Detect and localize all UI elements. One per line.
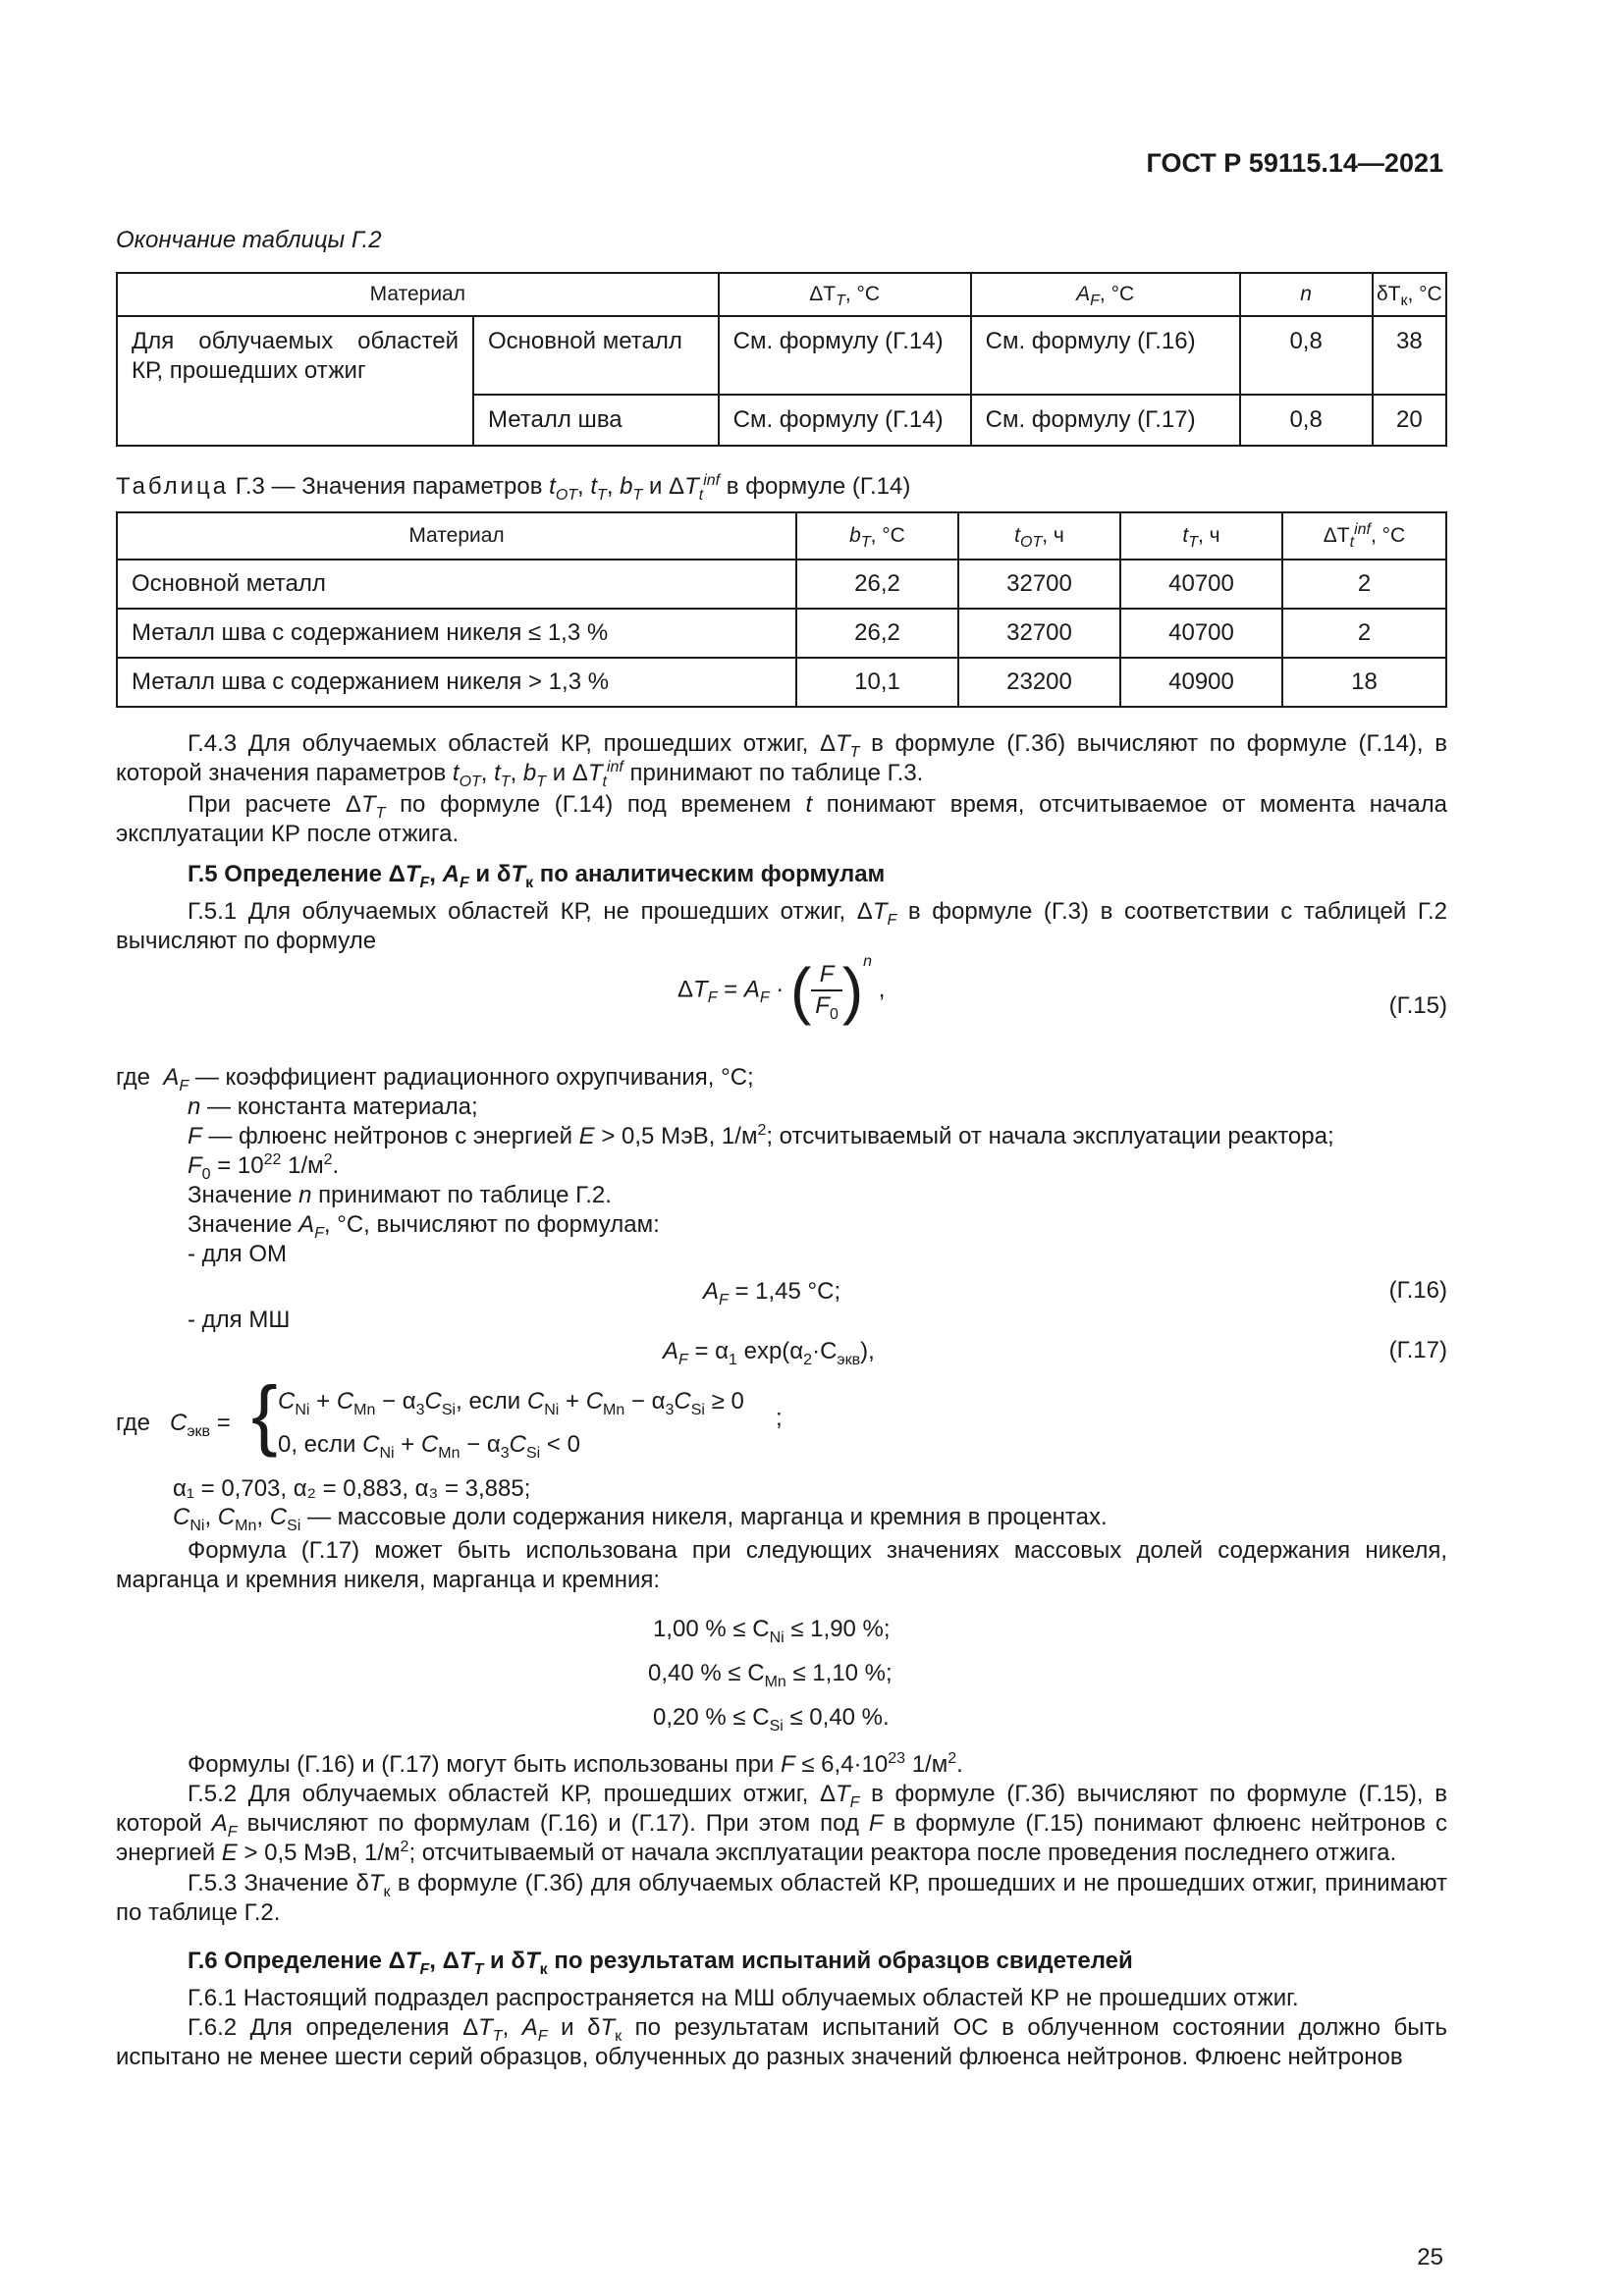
col-header-tt: $t_T$, ч	[1120, 512, 1282, 560]
for-om: - для ОМ	[188, 1241, 287, 1267]
formula-g15: $\Delta T_F = A_F$ · ( $\frac{F}{F_0}$ )$^n$ ,	[677, 953, 886, 1026]
table-cell: 26,2	[796, 560, 958, 609]
table-cell: 18	[1282, 658, 1446, 707]
formula-g17: $A_F = \alpha_1$ $\exp(\alpha_2\cdot C_{экв})$,	[663, 1338, 875, 1368]
table-cell: 0,8	[1240, 316, 1373, 395]
paragraph-g52: Г.5.2 Для облучаемых областей КР, прошедших отжиг, $\Delta T_F$ в формуле (Г.3б) вычисляют по формуле (Г.15), в которой $A_F$ вычисляют по формулам (Г.16) и (Г.17). При этом под F в формуле (Г.15) понимают флюенс нейтронов с энергией E > 0,5 МэВ, $1/м^2$; отсчитываемый от начала эксплуатации реактора после проведения последнего отжига.	[116, 1781, 1448, 1866]
alpha-values: α₁ = 0,703, α₂ = 0,883, α₃ = 3,885;	[173, 1475, 531, 1502]
ceq-case-2: 0, если $C_{Ni} + C_{Mn} - \alpha_3C_{Si} < 0$	[278, 1431, 580, 1462]
table-cell: 32700	[958, 560, 1120, 609]
formula-number: (Г.15)	[1388, 992, 1447, 1019]
col-header-af: $A_F$, °С	[971, 273, 1240, 316]
ceq-case-1: $C_{Ni} + C_{Mn} - \alpha_3C_{Si}$, если $C_{Ni} + C_{Mn} - \alpha_3C_{Si} \ge 0$	[278, 1388, 744, 1418]
col-header-material: Материал	[117, 273, 719, 316]
section-heading-g5: Г.5 Определение $\Delta T_F$, $A_F$ и $\delta T_к$ по аналитическим формулам	[188, 861, 886, 891]
table-cell: 40900	[1120, 658, 1282, 707]
table-continuation-caption: Окончание таблицы Г.2	[116, 227, 382, 253]
ceq-semicolon: ;	[776, 1405, 783, 1431]
table-cell: 40700	[1120, 560, 1282, 609]
table-cell: 10,1	[796, 658, 958, 707]
table-cell: 2	[1282, 609, 1446, 658]
formula-number: (Г.17)	[1388, 1337, 1447, 1363]
table-cell: 32700	[958, 609, 1120, 658]
table-cell: Основной металл	[117, 560, 796, 609]
table-g3	[116, 511, 1447, 708]
table-g2	[116, 272, 1447, 447]
definition-af: где $A_F$ — коэффициент радиационного охрупчивания, °С;	[116, 1064, 754, 1095]
col-header-material: Материал	[117, 512, 796, 560]
paragraph-g51: Г.5.1 Для облучаемых областей КР, не прошедших отжиг, $\Delta T_F$ в формуле (Г.3) в соответствии с таблицей Г.2 вычисляют по формуле	[116, 898, 1447, 954]
definition-n: n — константа материала;	[188, 1094, 478, 1120]
table-cell: См. формулу (Г.16)	[971, 316, 1240, 395]
table-cell: Металл шва с содержанием никеля ≤ 1,3 %	[117, 609, 796, 658]
paragraph-time: При расчете $\Delta T_T$ по формуле (Г.14) под временем t понимают время, отсчитываемое от момента начала эксплуатации КР после отжига.	[116, 791, 1448, 847]
table-cell: См. формулу (Г.17)	[971, 395, 1240, 446]
formula-g16: $A_F = 1,45$ °С;	[703, 1278, 841, 1308]
col-header-dtinf: $\Delta T_t^{inf}$, °С	[1282, 512, 1446, 560]
table-cell: 40700	[1120, 609, 1282, 658]
table-cell: См. формулу (Г.14)	[719, 316, 971, 395]
paragraph-g53: Г.5.3 Значение $\delta T_к$ в формуле (Г.3б) для облучаемых областей КР, прошедших и не прошедших отжиг, принимают по таблице Г.2.	[116, 1870, 1447, 1926]
group-label: Для облучаемых областей КР, прошедших отжиг	[117, 316, 473, 446]
range-si: 0,20 % ≤ $C_{Si} \le 0,40$ %.	[653, 1704, 890, 1735]
concentration-defs: $C_{Ni}$, $C_{Mn}$, $C_{Si}$ — массовые доли содержания никеля, марганца и кремния в процентах.	[173, 1504, 1108, 1534]
paragraph-use-limit: Формулы (Г.16) и (Г.17) могут быть использованы при $F \le 6,4\cdot 10^{23}$ $1/м^2$.	[188, 1750, 963, 1778]
table-cell: Основной металл	[473, 316, 719, 395]
col-header-bt: $b_T$, °С	[796, 512, 958, 560]
table-cell: 2	[1282, 560, 1446, 609]
for-msh: - для МШ	[188, 1307, 291, 1333]
n-table-note: Значение n принимают по таблице Г.2.	[188, 1182, 612, 1208]
document-code: ГОСТ Р 59115.14—2021	[1146, 148, 1443, 178]
definition-f0: $F_0 = 10^{22}$ $1/м^2$.	[188, 1151, 340, 1183]
page-number: 25	[1417, 2244, 1443, 2270]
table-cell: 23200	[958, 658, 1120, 707]
table-cell: Металл шва с содержанием никеля > 1,3 %	[117, 658, 796, 707]
section-heading-g6: Г.6 Определение $\Delta T_F$, $\Delta T_T$ и $\delta T_к$ по результатам испытаний образцов свидетелей	[188, 1948, 1133, 1978]
table-cell: См. формулу (Г.14)	[719, 395, 971, 446]
ceq-where: где $C_{экв}$ =	[116, 1410, 231, 1440]
col-header-n: n	[1240, 273, 1373, 316]
formula-number: (Г.16)	[1388, 1277, 1447, 1304]
range-mn: 0,40 % ≤ $C_{Mn} \le 1,10$ %;	[648, 1660, 893, 1690]
table-cell: 0,8	[1240, 395, 1373, 446]
paragraph-g43: Г.4.3 Для облучаемых областей КР, прошедших отжиг, $\Delta T_T$ в формуле (Г.3б) вычисляют по формуле (Г.14), в которой значения параметров $t_{OT}$, $t_T$, $b_T$ и $\Delta T_t^{inf}$ принимают по таблице Г.3.	[116, 730, 1447, 790]
table-cell: 38	[1373, 316, 1446, 395]
col-header-tot: $t_{OT}$, ч	[958, 512, 1120, 560]
definition-f: F — флюенс нейтронов с энергией E > 0,5 МэВ, $1/м^2$; отсчитываемый от начала эксплуатации реактора;	[188, 1122, 1334, 1149]
af-calc-note: Значение $A_F$, °С, вычисляют по формулам:	[188, 1211, 660, 1242]
table-cell: Металл шва	[473, 395, 719, 446]
paragraph-g61: Г.6.1 Настоящий подраздел распространяется на МШ облучаемых областей КР не прошедших отжиг.	[188, 1985, 1299, 2011]
range-ni: 1,00 % ≤ $C_{Ni} \le 1,90$ %;	[653, 1616, 891, 1646]
brace-icon: {	[251, 1370, 278, 1458]
paragraph-g62: Г.6.2 Для определения $\Delta T_T$, $A_F$ и $\delta T_к$ по результатам испытаний ОС в облученном состоянии должно быть испытано не менее шести серий образцов, облученных до разных значений флюенса нейтронов. Флюенс нейтронов	[116, 2014, 1448, 2070]
col-header-dtk: $\delta T_к$, °С	[1373, 273, 1446, 316]
table-g3-title: Таблица Г.3 — Значения параметров $t_{OT}$, $t_T$, $b_T$ и $\Delta T_t^{inf}$ в формуле (Г.14)	[116, 472, 911, 504]
col-header-dtt: $\Delta T_T$, °С	[719, 273, 971, 316]
table-cell: 26,2	[796, 609, 958, 658]
paragraph-g17-use: Формула (Г.17) может быть использована при следующих значениях массовых долей содержания никеля, марганца и кремния никеля, марганца и кремния:	[116, 1537, 1447, 1593]
table-cell: 20	[1373, 395, 1446, 446]
